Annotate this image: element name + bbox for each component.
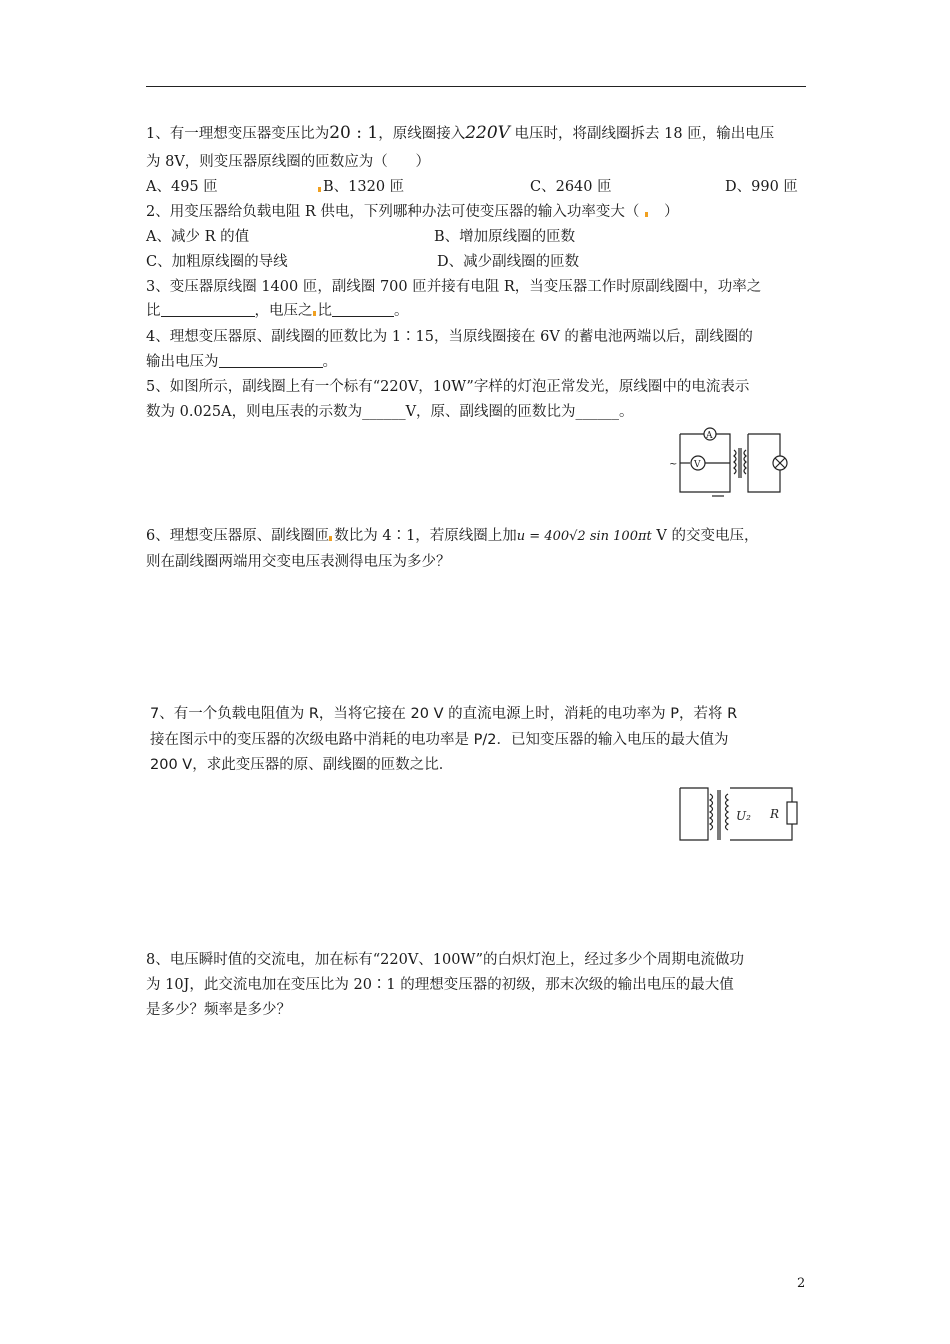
q7-line1: 7、有一个负载电阻值为 R，当将它接在 20 V 的直流电源上时，消耗的电功率为 P，若将 R — [150, 706, 738, 722]
q8-line3: 是多少？频率是多少？ — [146, 1002, 291, 1018]
voltmeter-label: V — [694, 460, 701, 470]
q6-line2: 则在副线圈两端用交变电压表测得电压为多少？ — [146, 554, 451, 570]
u2-label: U₂ — [736, 809, 751, 823]
q4-line1: 4、理想变压器原、副线圈的匝数比为 1∶15，当原线圈接在 6V 的蓄电池两端以后，副线圈的 — [146, 329, 753, 345]
q4-line2: 输出电压为 。 — [146, 354, 337, 370]
ammeter-label: A — [706, 431, 713, 441]
q7-circuit-diagram — [670, 780, 810, 850]
q1-option-d: D、990 匝 — [725, 179, 798, 195]
mark-dot — [329, 536, 332, 541]
page-number: 2 — [797, 1276, 806, 1291]
q5-line2: 数为 0.025A，则电压表的示数为______V，原、副线圈的匝数比为______。 — [146, 404, 634, 420]
q1-option-c: C、2640 匝 — [530, 179, 612, 195]
q7-line3: 200 V，求此变压器的原、副线圈的匝数之比． — [150, 757, 454, 773]
q8-line1: 8、电压瞬时值的交流电，加在标有“220V、100W”的白炽灯泡上，经过多少个周期电流做功 — [146, 952, 745, 968]
q2-option-c: C、加粗原线圈的导线 — [146, 254, 288, 270]
q8-line2: 为 10J，此交流电加在变压比为 20∶1 的理想变压器的初级，那末次级的输出电压的最大值 — [146, 977, 734, 993]
q6-line1: 6、理想变压器原、副线圈匝 数比为 4∶1，若原线圈上加u = 400√2 sin 100πt V 的交变电压， — [146, 528, 759, 544]
mark-dot — [313, 311, 316, 316]
q6-formula: u = 400√2 sin 100πt — [516, 529, 652, 544]
q2-line1: 2、用变压器给负载电阻 R 供电，下列哪种办法可使变压器的输入功率变大（ ） — [146, 204, 679, 220]
q5-line1: 5、如图所示，副线圈上有一个标有“220V，10W”字样的灯泡正常发光，原线圈中的电流表示 — [146, 379, 750, 395]
answer-blank[interactable] — [219, 353, 323, 368]
q1-option-b: B、1320 匝 — [318, 178, 404, 196]
ac-source-label: ~ — [669, 459, 678, 470]
q7-line2: 接在图示中的变压器的次级电路中消耗的电功率是 P/2．已知变压器的输入电压的最大值为 — [150, 732, 729, 748]
q3-line2: 比 ，电压之 比 。 — [146, 303, 409, 319]
q2-option-b: B、增加原线圈的匝数 — [434, 229, 576, 245]
mark-dot — [645, 212, 648, 217]
q2-option-d: D、减少副线圈的匝数 — [437, 254, 580, 270]
q1-line1: 1、有一理想变压器变压比为20 : 1，原线圈接入220V 电压时，将副线圈拆去 18 匝，输出电压 — [146, 123, 775, 143]
answer-blank[interactable] — [332, 302, 394, 317]
header-rule — [146, 86, 806, 87]
q3-line1: 3、变压器原线圈 1400 匝，副线圈 700 匝并接有电阻 R，当变压器工作时原副线圈中，功率之 — [146, 279, 762, 295]
q1-option-a: A、495 匝 — [146, 179, 218, 195]
answer-blank[interactable] — [161, 302, 255, 317]
mark-dot — [318, 187, 321, 192]
q1-line2: 为 8V，则变压器原线圈的匝数应为（ ） — [146, 154, 430, 170]
q5-circuit-diagram — [668, 420, 808, 500]
q2-option-a: A、减少 R 的值 — [146, 229, 250, 245]
resistor-label: R — [770, 807, 780, 821]
